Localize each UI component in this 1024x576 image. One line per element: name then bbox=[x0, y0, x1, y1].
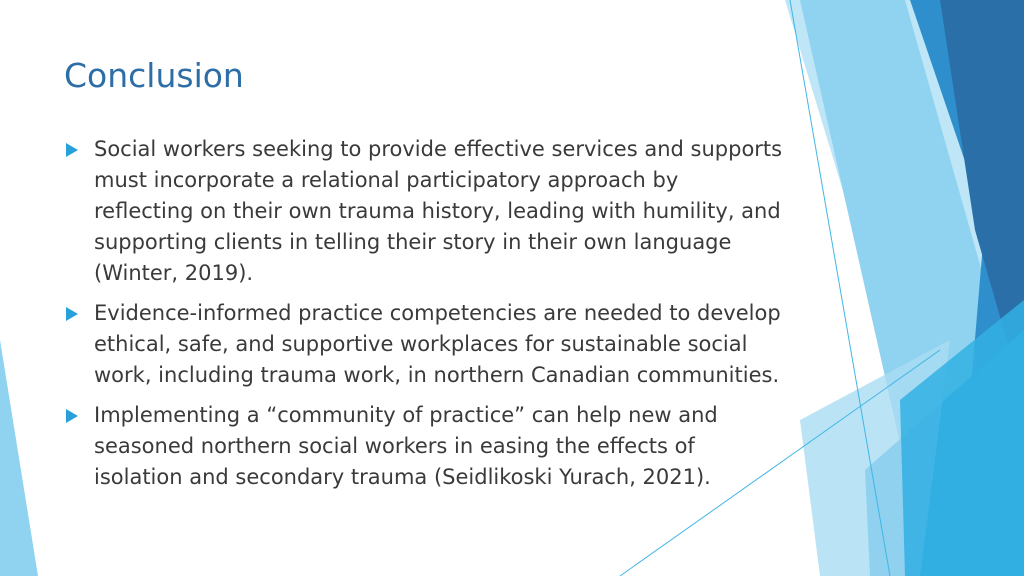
triangle-bullet-icon bbox=[66, 143, 78, 157]
bullet-item bbox=[64, 298, 784, 391]
slide-title: Conclusion bbox=[64, 56, 244, 95]
bullet-item bbox=[64, 400, 784, 493]
bullet-text: Implementing a “community of practice” can help new and seasoned northern social workers in easing the effects of isolation and secondary trauma (Seidlikoski Yurach, 2021). bbox=[94, 403, 718, 489]
triangle-bullet-icon bbox=[66, 409, 78, 423]
bullet-item bbox=[64, 134, 784, 289]
bullet-text: Evidence-informed practice competencies are needed to develop ethical, safe, and supportive workplaces for sustainable social work, including trauma work, in northern Canadian communities. bbox=[94, 301, 781, 387]
left-accent-shape bbox=[0, 340, 38, 576]
triangle-bullet-icon bbox=[66, 307, 78, 321]
bullet-text: Social workers seeking to provide effective services and supports must incorporate a relational participatory approach by reflecting on their own trauma history, leading with humility, and supporting clients in telling their story in their own language (Winter, 2019). bbox=[94, 137, 783, 285]
bullet-list bbox=[64, 134, 784, 502]
